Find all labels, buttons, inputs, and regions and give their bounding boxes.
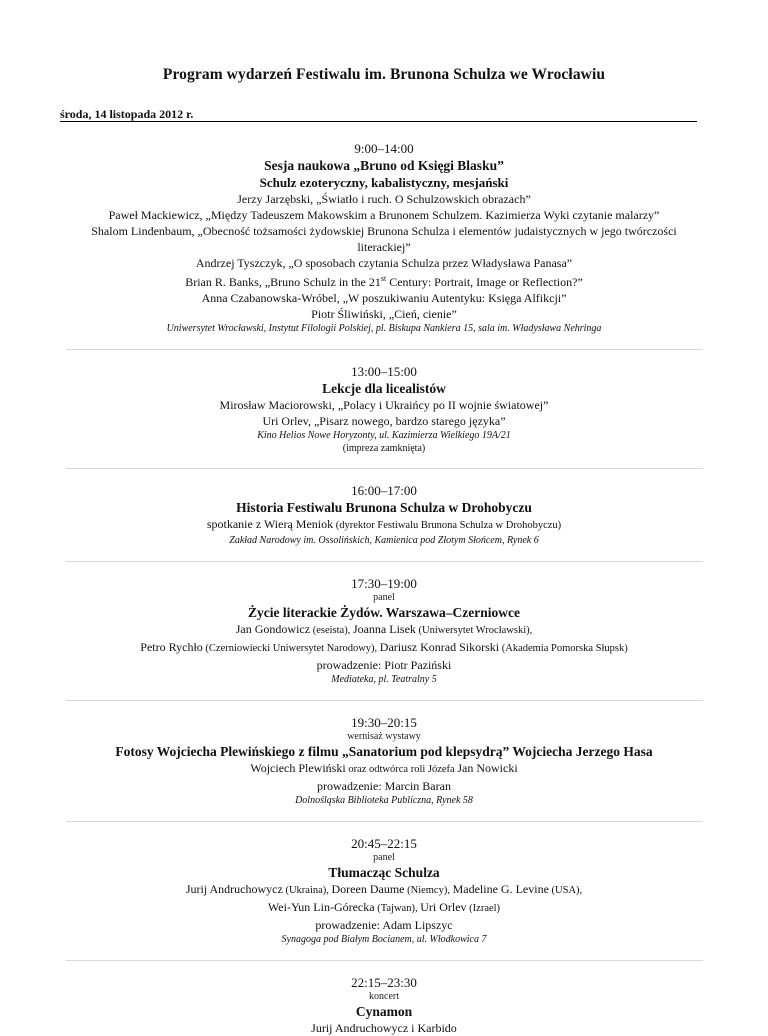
event-panel-literary-life xyxy=(0,575,768,687)
event-time: 22:15–23:30 xyxy=(351,975,417,990)
event-title: Fotosy Wojciecha Plewińskiego z filmu „Sanatorium pod klepsydrą” Wojciecha Jerzego Hasa xyxy=(115,744,653,759)
panelist-affiliation: (Uniwersytet Wrocławski), xyxy=(415,625,533,636)
event-separator xyxy=(66,561,703,562)
talk-text: Brian R. Banks, „Bruno Schulz in the 21 xyxy=(185,275,381,289)
event-time: 13:00–15:00 xyxy=(351,364,417,379)
panelist-name: Madeline G. Levine xyxy=(452,882,549,896)
event-separator xyxy=(66,468,703,469)
panelist-affiliation: (USA), xyxy=(548,885,583,896)
talk-line: Mirosław Maciorowski, „Polacy i Ukraińcy po II wojnie światowej” xyxy=(219,398,549,412)
panelist-name: Doreen Daume xyxy=(331,882,405,896)
panelist-name: Uri Orlev xyxy=(420,900,467,914)
guest-affiliation: (dyrektor Festiwalu Brunona Schulza w Drohobyczu) xyxy=(333,520,562,531)
event-title: Cynamon xyxy=(355,1004,413,1019)
panelist-affiliation: (Tajwan), xyxy=(374,903,421,914)
guest-text: spotkanie z Wierą Meniok xyxy=(206,517,334,531)
panelist-name: Jurij Andruchowycz xyxy=(185,882,283,896)
heading-rule xyxy=(60,121,697,122)
events-list xyxy=(0,140,768,1036)
event-kind: koncert xyxy=(369,991,399,1002)
panelist-name: Wei-Yun Lin-Górecka xyxy=(267,900,375,914)
guest-line xyxy=(0,516,768,534)
panelist-affiliation: (Czerniowiecki Uniwersytet Narodowy), xyxy=(202,643,380,654)
event-venue: Dolnośląska Biblioteka Publiczna, Rynek 58 xyxy=(295,795,473,806)
page-title: Program wydarzeń Festiwalu im. Brunona Schulza we Wrocławiu xyxy=(162,66,606,83)
event-kind: panel xyxy=(373,592,395,603)
panelist-name: Dariusz Konrad Sikorski xyxy=(379,640,500,654)
event-venue: Uniwersytet Wrocławski, Instytut Filologii Polskiej, pl. Biskupa Nankiera 15, sala im. Władysława Nehringa xyxy=(166,323,602,334)
talk-line: Jerzy Jarzębski, „Światło i ruch. O Schulzowskich obrazach” xyxy=(237,192,531,206)
panelist-name: Joanna Lisek xyxy=(352,622,416,636)
panelists-line xyxy=(0,621,768,639)
talk-text: Century: Portrait, Image or Reflection?” xyxy=(386,275,583,289)
event-session xyxy=(0,140,768,336)
event-venue: Zakład Narodowy im. Ossolińskich, Kamienica pod Złotym Słońcem, Rynek 6 xyxy=(229,535,539,546)
talk-line: Anna Czabanowska-Wróbel, „W poszukiwaniu Autentyku: Księga Alfikcji” xyxy=(201,291,567,305)
event-note: (impreza zamknięta) xyxy=(342,443,426,454)
host-line: prowadzenie: Adam Lipszyc xyxy=(315,918,453,932)
event-kind: wernisaż wystawy xyxy=(347,731,421,742)
event-title: Lekcje dla licealistów xyxy=(322,381,446,396)
panelist-affiliation: (Niemcy), xyxy=(404,885,453,896)
panelist-affiliation: (Ukraina), xyxy=(282,885,332,896)
panelist-affiliation: (eseista), xyxy=(310,625,353,636)
ordinal-suffix: st xyxy=(380,274,387,283)
event-separator xyxy=(66,349,703,350)
panelist-affiliation: (Akademia Pomorska Słupsk) xyxy=(499,643,628,654)
guest-role: oraz odtwórca roli Józefa xyxy=(345,764,458,775)
talk-line: Piotr Śliwiński, „Cień, cienie” xyxy=(311,307,457,321)
event-venue: Mediateka, pl. Teatralny 5 xyxy=(331,674,437,685)
event-concert xyxy=(0,974,768,1036)
host-line: prowadzenie: Piotr Paziński xyxy=(316,658,452,672)
talk-line: Uri Orlev, „Pisarz nowego, bardzo starego języka” xyxy=(262,414,506,428)
event-separator xyxy=(66,821,703,822)
event-title: Historia Festiwalu Brunona Schulza w Drohobyczu xyxy=(236,500,532,515)
panelist-affiliation: (Izrael) xyxy=(466,903,501,914)
talk-line: Shalom Lindenbaum, „Obecność tożsamości żydowskiej Brunona Schulza i elementów judaistycznych w jego twórczości xyxy=(91,224,677,238)
talk-line: literackiej” xyxy=(357,240,411,254)
panelists-line xyxy=(0,899,768,917)
event-festival-history xyxy=(0,482,768,548)
event-lessons xyxy=(0,363,768,455)
event-time: 20:45–22:15 xyxy=(351,836,417,851)
guest-line xyxy=(0,760,768,778)
panelist-name: Petro Rychło xyxy=(140,640,203,654)
talk-line: Paweł Mackiewicz, „Między Tadeuszem Makowskim a Brunonem Schulzem. Kazimierza Wyki czytanie malarzy” xyxy=(108,208,660,222)
panelists-line xyxy=(0,881,768,899)
date-heading: środa, 14 listopada 2012 r. xyxy=(60,107,194,121)
talk-line: Andrzej Tyszczyk, „O sposobach czytania Schulza przez Władysława Panasa” xyxy=(195,256,573,270)
event-title: Tłumacząc Schulza xyxy=(328,865,440,880)
event-time: 17:30–19:00 xyxy=(351,576,417,591)
panelists-line xyxy=(0,639,768,657)
talk-line-banks xyxy=(0,271,768,290)
event-subtitle: Schulz ezoteryczny, kabalistyczny, mesjański xyxy=(259,175,509,190)
event-title: Życie literackie Żydów. Warszawa–Czerniowce xyxy=(248,605,520,620)
event-kind: panel xyxy=(373,852,395,863)
performers-line: Jurij Andruchowycz i Karbido xyxy=(311,1021,457,1035)
guest-name: Jan Nowicki xyxy=(457,761,518,775)
host-line: prowadzenie: Marcin Baran xyxy=(317,779,451,793)
event-exhibition xyxy=(0,714,768,808)
event-time: 19:30–20:15 xyxy=(351,715,417,730)
event-venue: Kino Helios Nowe Horyzonty, ul. Kazimierza Wielkiego 19A/21 xyxy=(257,430,511,441)
event-separator xyxy=(66,700,703,701)
event-separator xyxy=(66,960,703,961)
event-panel-translating xyxy=(0,835,768,947)
guest-name: Wojciech Plewiński xyxy=(250,761,346,775)
event-title: Sesja naukowa „Bruno od Księgi Blasku” xyxy=(264,158,504,173)
panelist-name: Jan Gondowicz xyxy=(235,622,311,636)
event-venue: Synagoga pod Białym Bocianem, ul. Włodkowica 7 xyxy=(281,934,487,945)
event-time: 9:00–14:00 xyxy=(354,141,414,156)
event-time: 16:00–17:00 xyxy=(351,483,417,498)
